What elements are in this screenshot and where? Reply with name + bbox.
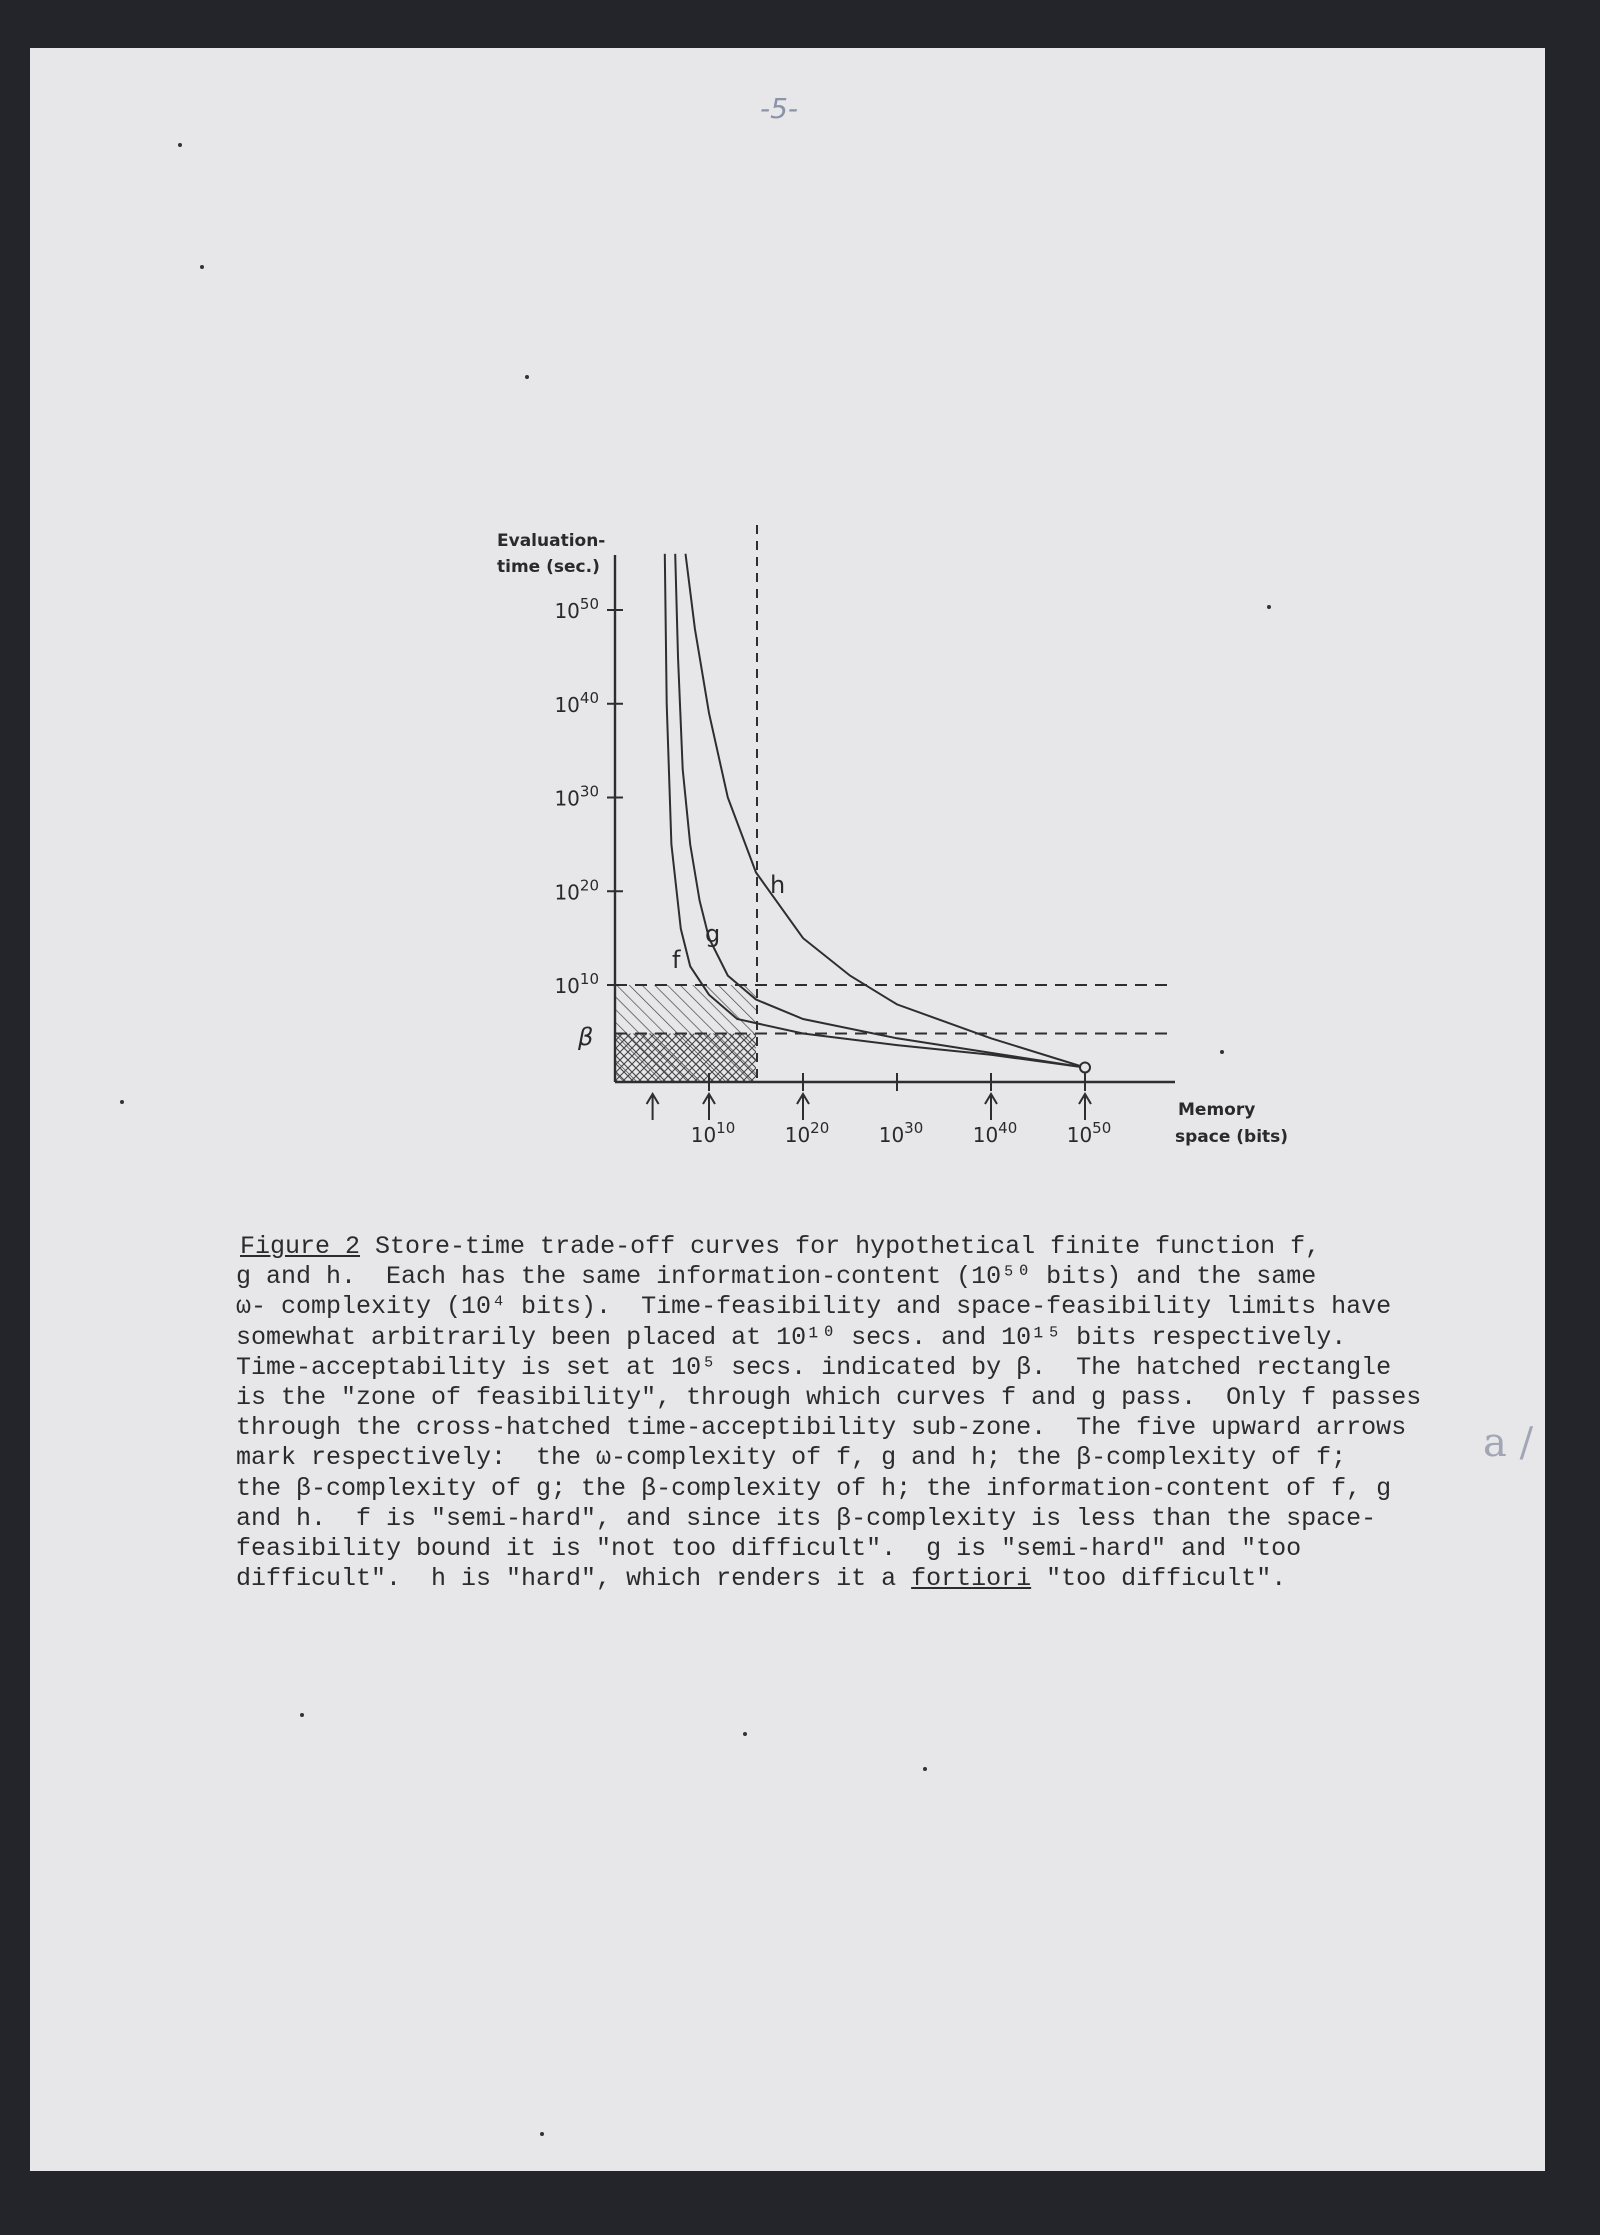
y-tick-label: $10^{30}$	[554, 782, 599, 811]
caption-text: the β-complexity of g; the β-complexity of h; the information-content of f, g	[236, 1473, 1392, 1503]
caption-text: mark respectively: the ω-complexity of f, g and h; the β-complexity of f;	[236, 1443, 1347, 1473]
scan-speck	[1220, 1050, 1224, 1054]
scan-speck	[923, 1767, 927, 1771]
x-axis-title-line2: space (bits)	[1175, 1127, 1289, 1147]
figure-label: Figure 2	[240, 1232, 361, 1261]
scan-speck	[743, 1732, 747, 1736]
caption-emphasis: fortiori	[911, 1564, 1032, 1594]
caption-line	[236, 1292, 1456, 1322]
caption-line	[236, 1564, 1456, 1594]
caption-line	[236, 1323, 1456, 1353]
acceptability-subzone-crosshatch	[615, 1034, 756, 1083]
curve-label-h: h	[770, 871, 786, 899]
x-tick-label: $10^{20}$	[784, 1119, 830, 1147]
figure-caption	[236, 1232, 1456, 1594]
y-tick-label: $10^{20}$	[554, 876, 599, 905]
caption-text: and h. f is "semi-hard", and since its β-complexity is less than the space-	[236, 1503, 1377, 1533]
caption-line	[236, 1443, 1456, 1473]
y-tick-label: $10^{40}$	[554, 688, 599, 717]
caption-line	[236, 1474, 1456, 1504]
x-tick-label: $10^{10}$	[690, 1119, 736, 1147]
y-tick-label: $10^{50}$	[554, 595, 599, 623]
beta-label: β	[578, 1023, 594, 1051]
curve-label-f: f	[672, 946, 681, 974]
caption-text: feasibility bound it is "not too difficult". g is "semi-hard" and "too	[236, 1533, 1302, 1563]
caption-text: difficult". h is "hard", which renders it a	[236, 1564, 912, 1594]
y-axis-title-line2: time (sec.)	[497, 557, 600, 577]
scan-speck	[540, 2132, 544, 2136]
scan-speck	[178, 143, 182, 147]
caption-text: ω- complexity (10⁴ bits). Time-feasibility and space-feasibility limits have	[236, 1292, 1392, 1322]
caption-line	[236, 1534, 1456, 1564]
x-axis-title-line1: Memory	[1178, 1100, 1256, 1120]
scan-speck	[300, 1713, 304, 1717]
caption-line	[236, 1504, 1456, 1534]
caption-text: Time-acceptability is set at 10⁵ secs. indicated by β. The hatched rectangle	[236, 1352, 1392, 1382]
caption-line	[236, 1232, 1456, 1262]
information-content-point	[1080, 1062, 1090, 1072]
scan-speck	[525, 375, 529, 379]
caption-text: g and h. Each has the same information-content (10⁵⁰ bits) and the same	[236, 1262, 1317, 1292]
scan-speck	[200, 265, 204, 269]
caption-line	[236, 1413, 1456, 1443]
x-tick-label: $10^{30}$	[878, 1119, 924, 1147]
caption-text: somewhat arbitrarily been placed at 10¹⁰ secs. and 10¹⁵ bits respectively.	[236, 1322, 1347, 1352]
caption-line	[236, 1353, 1456, 1383]
scan-speck	[1267, 605, 1271, 609]
caption-text: "too difficult".	[1031, 1564, 1287, 1594]
caption-text: is the "zone of feasibility", through which curves f and g pass. Only f passes	[236, 1382, 1422, 1412]
caption-text: Store-time trade-off curves for hypothetical finite function f,	[360, 1232, 1321, 1261]
caption-line	[236, 1262, 1456, 1292]
y-axis-title-line1: Evaluation-	[497, 531, 606, 551]
x-tick-label: $10^{40}$	[972, 1119, 1018, 1147]
y-tick-label: $10^{10}$	[554, 970, 599, 998]
x-tick-label: $10^{50}$	[1066, 1119, 1112, 1147]
page-number: -5-	[760, 92, 799, 125]
scan-speck	[120, 1100, 124, 1104]
caption-text: through the cross-hatched time-acceptibility sub-zone. The five upward arrows	[236, 1413, 1407, 1443]
curve-label-g: g	[705, 920, 721, 948]
caption-line	[236, 1383, 1456, 1413]
margin-annotation: a /	[1483, 1420, 1534, 1466]
